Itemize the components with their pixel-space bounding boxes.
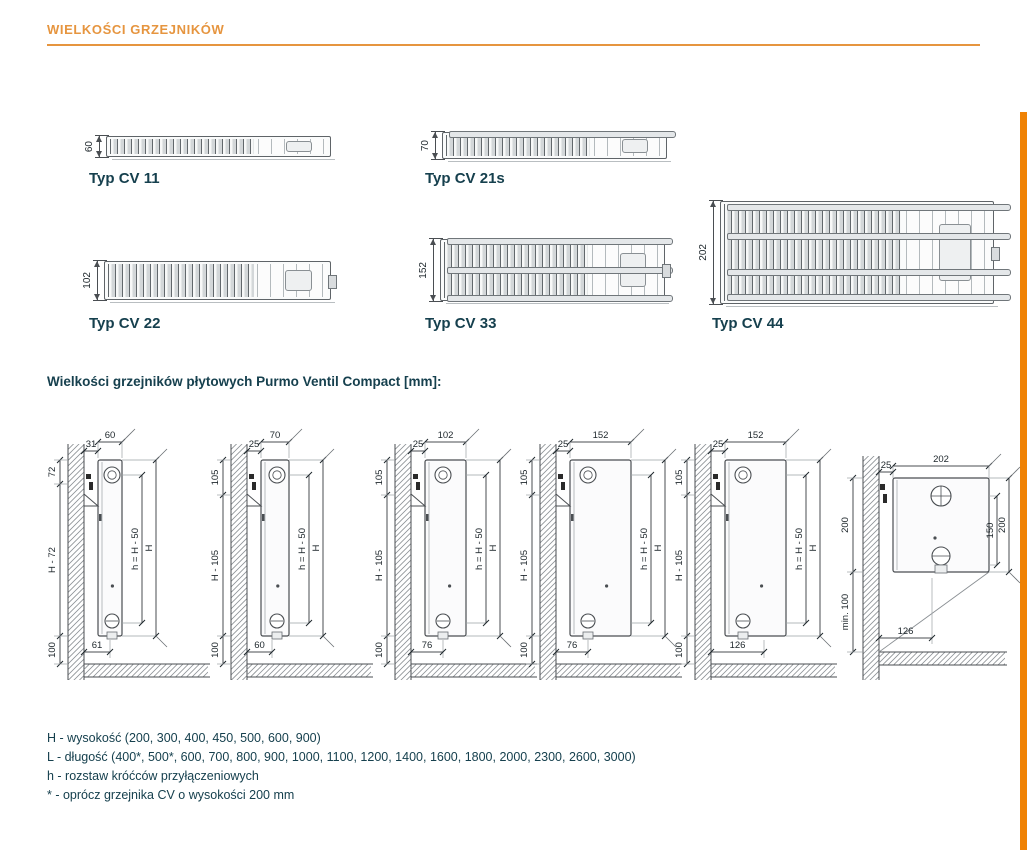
legend-height: H - wysokość (200, 300, 400, 450, 500, 600, 900) xyxy=(47,731,321,745)
svg-text:H: H xyxy=(311,544,322,552)
svg-text:105: 105 xyxy=(519,469,530,486)
fin-pattern xyxy=(108,264,254,297)
svg-text:H: H xyxy=(144,544,155,552)
legend-spacing: h - rozstaw króćców przyłączeniowych xyxy=(47,769,259,783)
svg-text:h = H - 50: h = H - 50 xyxy=(130,528,141,570)
connection-stub xyxy=(328,275,337,289)
dimension-label: 102 xyxy=(82,272,93,289)
radiator-body xyxy=(106,136,331,157)
legend-length: L - długość (400*, 500*, 600, 700, 800, 900, 1000, 1100, 1200, 1400, 1600, 1800, 2000, 2300, 2600, 3000) xyxy=(47,750,636,764)
svg-text:h = H - 50: h = H - 50 xyxy=(474,528,485,570)
svg-text:H: H xyxy=(488,544,499,552)
fin-pattern xyxy=(446,135,590,156)
depth-dimension xyxy=(82,261,98,300)
svg-text:25: 25 xyxy=(248,439,260,450)
page-edge-bar xyxy=(1020,112,1027,850)
svg-text:105: 105 xyxy=(674,469,685,486)
svg-text:H - 105: H - 105 xyxy=(374,549,385,582)
end-cap xyxy=(622,139,649,153)
svg-text:H - 105: H - 105 xyxy=(210,549,221,582)
pipe xyxy=(727,233,1011,240)
svg-text:100: 100 xyxy=(374,642,385,658)
pipe xyxy=(449,131,676,138)
svg-text:60: 60 xyxy=(104,430,116,441)
svg-text:H - 105: H - 105 xyxy=(519,549,530,582)
svg-text:76: 76 xyxy=(566,640,578,651)
connection-stub xyxy=(662,264,671,278)
svg-text:102: 102 xyxy=(437,430,454,441)
mounting-diagram-svg xyxy=(210,418,385,683)
svg-text:200: 200 xyxy=(997,517,1008,533)
svg-text:72: 72 xyxy=(47,466,58,478)
svg-text:H: H xyxy=(808,544,819,552)
radiator-type-diagram-cv11 xyxy=(84,136,331,157)
svg-text:100: 100 xyxy=(47,642,58,658)
radiator-body xyxy=(720,201,994,304)
fin-pattern xyxy=(110,139,254,154)
page-title: WIELKOŚCI GRZEJNIKÓW xyxy=(47,22,225,37)
fin-pattern xyxy=(724,204,901,301)
section-subtitle: Wielkości grzejników płytowych Purmo Ventil Compact [mm]: xyxy=(47,374,442,389)
type-label-cv11: Typ CV 11 xyxy=(89,170,160,187)
pipe xyxy=(727,294,1011,301)
radiator-type-diagram-cv21s xyxy=(420,132,667,159)
dimension-arrow xyxy=(435,132,436,159)
mounting-diagram-cv33-wide xyxy=(674,418,849,683)
depth-dimension xyxy=(420,132,436,159)
connection-stub xyxy=(991,247,1000,261)
svg-text:h = H - 50: h = H - 50 xyxy=(639,528,650,570)
svg-text:70: 70 xyxy=(269,430,281,441)
svg-text:h = H - 50: h = H - 50 xyxy=(297,528,308,570)
svg-text:31: 31 xyxy=(85,439,97,450)
dimension-label: 60 xyxy=(84,140,95,153)
svg-text:min. 100: min. 100 xyxy=(840,593,851,631)
pipe xyxy=(447,238,673,245)
svg-text:H - 72: H - 72 xyxy=(47,547,58,573)
svg-text:100: 100 xyxy=(674,642,685,658)
svg-text:76: 76 xyxy=(421,640,433,651)
svg-text:105: 105 xyxy=(374,469,385,486)
svg-text:202: 202 xyxy=(933,454,949,465)
pipe xyxy=(727,204,1011,211)
depth-dimension xyxy=(84,136,100,157)
mounting-diagram-svg xyxy=(674,418,849,683)
dimension-arrow xyxy=(713,201,714,304)
special-mounting-diagram-svg xyxy=(840,438,1021,683)
end-cap xyxy=(286,141,313,152)
svg-text:25: 25 xyxy=(880,460,892,471)
dimension-label: 152 xyxy=(418,261,429,279)
svg-text:200: 200 xyxy=(840,517,851,533)
svg-text:152: 152 xyxy=(747,430,764,441)
svg-text:61: 61 xyxy=(91,640,103,651)
pipe xyxy=(447,267,673,274)
type-label-cv21s: Typ CV 21s xyxy=(425,170,505,187)
mounting-diagram-cv11 xyxy=(47,418,222,683)
svg-text:25: 25 xyxy=(412,439,424,450)
depth-dimension xyxy=(698,201,714,304)
type-label-cv33: Typ CV 33 xyxy=(425,315,497,332)
svg-text:h = H - 50: h = H - 50 xyxy=(794,528,805,570)
dimension-label: 202 xyxy=(698,244,709,261)
radiator-body xyxy=(104,261,331,300)
svg-text:126: 126 xyxy=(729,640,746,651)
dimension-arrow xyxy=(433,239,434,301)
svg-text:25: 25 xyxy=(557,439,569,450)
mounting-diagram-cv21s xyxy=(210,418,385,683)
title-rule xyxy=(47,44,980,46)
pipe xyxy=(447,295,673,302)
mounting-diagram-cv44-special xyxy=(840,438,1021,683)
svg-text:126: 126 xyxy=(897,626,914,637)
mounting-diagram-cv33 xyxy=(519,418,694,683)
depth-dimension xyxy=(418,239,434,301)
mounting-diagram-svg xyxy=(519,418,694,683)
dimension-label: 70 xyxy=(420,139,431,152)
svg-text:H - 105: H - 105 xyxy=(674,549,685,582)
svg-text:100: 100 xyxy=(210,642,221,658)
radiator-type-diagram-cv44 xyxy=(698,201,994,304)
radiator-body xyxy=(442,132,667,159)
svg-text:25: 25 xyxy=(712,439,724,450)
svg-text:H: H xyxy=(653,544,664,552)
svg-text:100: 100 xyxy=(519,642,530,658)
dimension-arrow xyxy=(99,136,100,157)
type-label-cv44: Typ CV 44 xyxy=(712,315,784,332)
svg-text:150: 150 xyxy=(985,522,996,539)
radiator-type-diagram-cv33 xyxy=(418,239,665,301)
svg-text:105: 105 xyxy=(210,469,221,486)
legend-footnote: * - oprócz grzejnika CV o wysokości 200 mm xyxy=(47,788,295,802)
svg-text:60: 60 xyxy=(254,640,265,651)
pipe xyxy=(727,269,1011,276)
mounting-diagram-svg xyxy=(47,418,222,683)
radiator-type-diagram-cv22 xyxy=(82,261,331,300)
type-label-cv22: Typ CV 22 xyxy=(89,315,161,332)
radiator-body xyxy=(440,239,665,301)
svg-text:152: 152 xyxy=(592,430,609,441)
dimension-arrow xyxy=(97,261,98,300)
end-cap xyxy=(285,270,312,291)
